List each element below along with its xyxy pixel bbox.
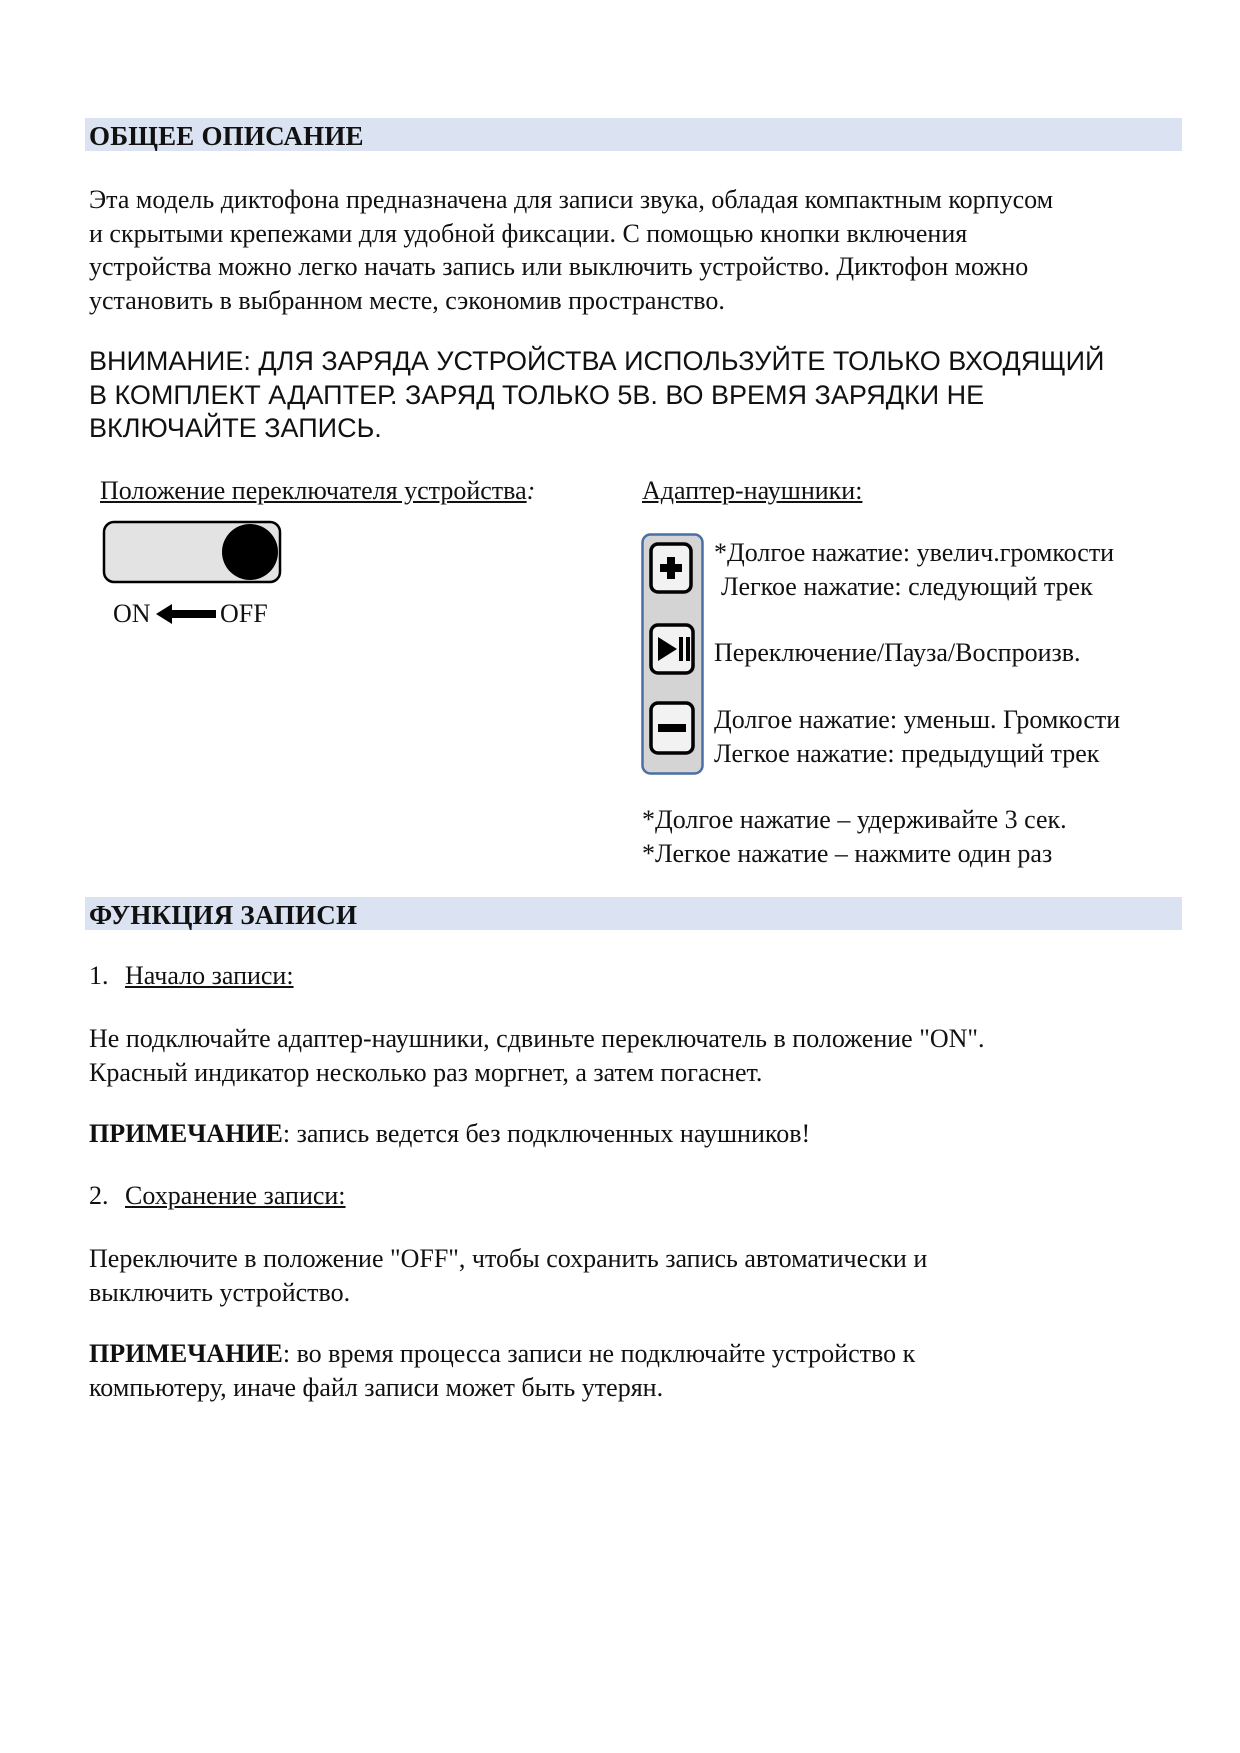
play-description: Переключение/Пауза/Воспроизв.: [714, 638, 1081, 667]
note-label: ПРИМЕЧАНИЕ: [89, 1119, 283, 1148]
section-title: ОБЩЕЕ ОПИСАНИЕ: [89, 121, 364, 151]
step1-text: [89, 1022, 1189, 1089]
minus-short-press: Легкое нажатие: предыдущий трек: [714, 738, 1100, 768]
switch-title: [100, 474, 535, 508]
plus-short-press: Легкое нажатие: следующий трек: [721, 571, 1093, 601]
off-label-wrap: [220, 597, 268, 631]
note-label: ПРИМЕЧАНИЕ: [89, 1339, 283, 1368]
text-line: Не подключайте адаптер-наушники, сдвиньте переключатель в положение "ON".: [89, 1024, 985, 1053]
plus-long-press: *Долгое нажатие: увелич.громкости: [714, 538, 1115, 567]
step-number: 1.: [89, 961, 109, 990]
text-line: Красный индикатор несколько раз моргнет, а затем погаснет.: [89, 1057, 763, 1087]
plus-description: [714, 536, 1114, 603]
note-text: : во время процесса записи не подключайте устройство к: [282, 1339, 916, 1368]
warning-paragraph: [89, 345, 1199, 446]
section-header-recording: [85, 897, 1182, 930]
play-pause-icon: [651, 625, 693, 673]
note1: [89, 1117, 1189, 1151]
note-text: : запись ведется без подключенных наушников!: [282, 1119, 811, 1148]
minus-description: [714, 703, 1120, 770]
headset-remote-panel: [641, 533, 705, 776]
step2-heading: [89, 1179, 346, 1213]
short-press-note: *Легкое нажатие – нажмите один раз: [642, 838, 1053, 868]
step2-text: [89, 1242, 1189, 1309]
step-title: Сохранение записи:: [125, 1181, 346, 1210]
text-line: установить в выбранном месте, сэкономив пространство.: [89, 285, 725, 315]
text-line: компьютеру, иначе файл записи может быть утерян.: [89, 1372, 664, 1402]
step-number: 2.: [89, 1181, 109, 1210]
text-line: устройства можно легко начать запись или выключить устройство. Диктофон можно: [89, 252, 1029, 281]
minus-long-press: Долгое нажатие: уменьш. Громкости: [714, 705, 1121, 734]
minus-icon: [651, 703, 693, 753]
text-line: и скрытыми крепежами для удобной фиксации. С помощью кнопки включения: [89, 218, 968, 248]
adapter-title: Адаптер-наушники:: [642, 476, 863, 505]
text-line: [89, 1337, 1189, 1371]
on-label: ON: [113, 599, 151, 628]
switch-title-text: Положение переключателя устройства: [100, 476, 527, 505]
section-header-general: [85, 118, 1182, 151]
text-line: В КОМПЛЕКТ АДАПТЕР. ЗАРЯД ТОЛЬКО 5В. ВО ВРЕМЯ ЗАРЯДКИ НЕ: [89, 379, 985, 410]
text-line: Эта модель диктофона предназначена для записи звука, обладая компактным корпусом: [89, 185, 1054, 214]
text-line: выключить устройство.: [89, 1277, 351, 1307]
switch-title-colon: :: [526, 476, 536, 505]
press-notes: [642, 803, 1067, 870]
text-line: Переключите в положение "OFF", чтобы сохранить запись автоматически и: [89, 1244, 928, 1273]
step1-heading: [89, 959, 294, 993]
arrow-left-icon: [156, 603, 218, 625]
plus-icon: [651, 544, 691, 592]
description-paragraph: [89, 183, 1189, 317]
section-title: ФУНКЦИЯ ЗАПИСИ: [89, 900, 358, 930]
switch-labels: [113, 597, 151, 631]
text-line: ВКЛЮЧАЙТЕ ЗАПИСЬ.: [89, 413, 382, 443]
note2: [89, 1337, 1189, 1404]
switch-diagram: [102, 520, 287, 585]
long-press-note: *Долгое нажатие – удерживайте 3 сек.: [642, 805, 1067, 834]
switch-knob: [222, 524, 278, 580]
step-title: Начало записи:: [125, 961, 294, 990]
text-line: ВНИМАНИЕ: ДЛЯ ЗАРЯДА УСТРОЙСТВА ИСПОЛЬЗУЙТЕ ТОЛЬКО ВХОДЯЩИЙ: [89, 346, 1105, 376]
off-label: OFF: [220, 599, 268, 628]
